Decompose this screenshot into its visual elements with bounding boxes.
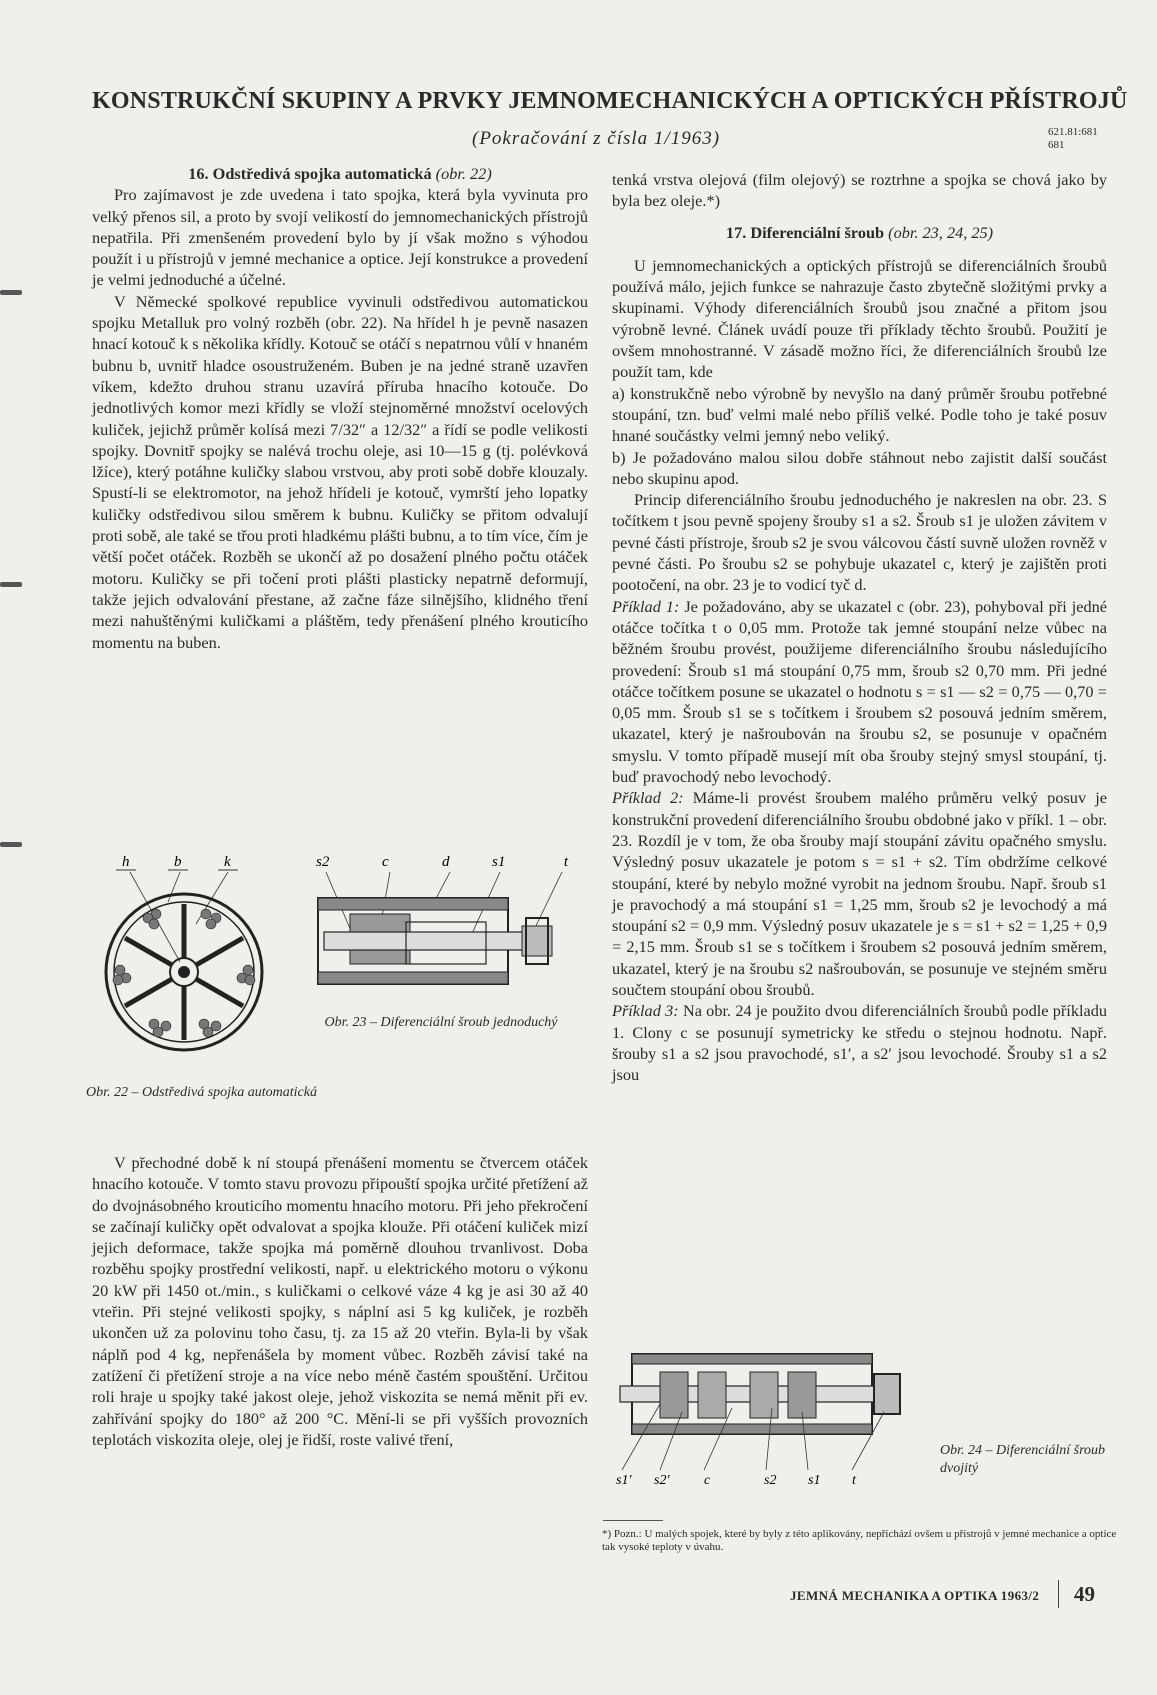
- figure-22-caption: Obr. 22 – Odstředivá spojka automatická: [86, 1085, 317, 1100]
- figure-23-caption: Obr. 23 – Diferenciální šroub jednoduchý: [324, 1015, 558, 1030]
- figure-23-simple-screw: [310, 852, 570, 1012]
- example-2: Příklad 2: Máme-li provést šroubem malého průměru velký posuv je konstrukční provedení diferenciálního šroubu obdobné jako v příkl. 1 – obr. 23. Rozdíl je v tom, že oba šrouby mají stoupání závitu opačného smyslu. Výsledný posuv ukazatele je potom s = s1 + s2. Tím obdržíme celkové stoupání, které by nebylo možné vyrobit na jednom šroubu. Např. šroub s1 je pravochodý a má stoupání s1 = 1,25 mm, šroub s2 je levochodý a má stoupání s2 = 0,9 mm. Výsledný posuv ukazatele je s = s1 + s2 = 1,25 + 0,9 = 2,15 mm. Šroub s1 se s točítkem i šroubem s2 posouvá jedním směrem, ukazatel, který je na šroubu s2 našroubován, se posunuje ve stejném směru součtem stoupání obou šroubů.: [612, 788, 1108, 999]
- svg-text:d: d: [442, 854, 450, 870]
- svg-text:s2′: s2′: [654, 1473, 670, 1488]
- figure-22-clutch: [96, 852, 276, 1072]
- binding-mark: [0, 842, 22, 847]
- paragraph: Princip diferenciálního šroubu jednoduchého je nakreslen na obr. 23. S točítkem t jsou pevně spojeny šrouby s1 a s2. Šroub s1 je uložen závitem v pevné části přístroje, šroub s2 je svou válcovou částí suvně uložen rovněž v pevné části. Po šroubu s2 se pohybuje ukazatel c, který je zajištěn proti pootočení, na obr. 23 je to vodicí tyč d.: [612, 490, 1107, 595]
- list-item-a: a) konstrukčně nebo výrobně by nevyšlo na daný průměr šroubu potřebné stoupání, tzn. buď velmi malé nebo příliš velké. Podle toho je také posuv hnané součástky velmi jemný nebo veliký.: [612, 383, 1107, 446]
- left-column-lower: [92, 1152, 588, 1450]
- paragraph: V Německé spolkové republice vyvinuli odstředivou automatickou spojku Metalluk pro volný rozběh (obr. 22). Na hřídel h je pevně nasazen hnací kotouč k s několika křídly. Kotouč se otáčí s nepatrnou vůlí v hnaném bubnu b, uvnitř hladce osoustruženém. Buben je na jedné straně uzavřen víkem, kdežto druhou stranu uzavírá příruba hnacího kotouče. Do jednotlivých komor mezi křídly se vloží stejnoměrné množství ocelových kuliček, jejichž průměr kolísá mezi 7/32″ a 12/32″ a řídí se podle velikosti spojky. Dovnitř spojky se nalévá trochu oleje, asi 10—15 g (tj. polévková lžíce), který potáhne kuličky slabou vrstvou, aby proti sobě dobře klouzaly. Spustí-li se elektromotor, na jehož hřídeli je kotouč, vymrští jeho lopatky kuličky odstředivou silou směrem k bubnu. Kuličky se přitom odvalují proti sobě, ale také se třou proti hladkému plášti bubnu, a to tím více, čím je větší počet otáček. Rozběh se ukončí až po dosažení plného počtu otáček motoru. Kuličky se při točení proti plášti plasticky nepatrně deformují, takže jejich odvalování přestane, až začne fáze silnějšího, klidného tření mezi nahuštěnými kuličkami a pláštěm, tedy přenášení plného krouticího momentu na buben.: [92, 291, 588, 652]
- paragraph: tenká vrstva olejová (film olejový) se roztrhne a spojka se chová jako by byla bez oleje.*): [612, 170, 1107, 211]
- journal-name: JEMNÁ MECHANIKA A OPTIKA 1963/2: [790, 1588, 1040, 1603]
- svg-text:c: c: [704, 1473, 711, 1488]
- svg-text:t: t: [852, 1473, 856, 1488]
- svg-text:k: k: [224, 854, 231, 870]
- paragraph: U jemnomechanických a optických přístrojů se diferenciálních šroubů používá málo, jejich funkce se nahrazuje často zbytečně složitými prvky a skupinami. Výhody diferenciálních šroubů jsou značné a přitom jsou výrobně levné. Článek uvádí pouze tři příklady těchto šroubů. Použití je ovšem mnohostranné. V zásadě možno říci, že diferenciálních šroubů lze použít tam, kde: [612, 255, 1107, 382]
- svg-text:c: c: [382, 854, 389, 870]
- paragraph: V přechodné době k ní stoupá přenášení momentu se čtvercem otáček hnacího kotouče. V tomto stavu provozu připouští spojka určité přetížení až do dvojnásobného krouticího momentu hnacího motoru. Při jeho překročení se začínají kuličky opět odvalovat a spojka klouže. Při otáčení kuliček mizí jejich deformace, takže spojka má poměrně dlouhou trvanlivost. Doba rozběhu spojky prostřední velikosti, např. u elektrického motoru o výkonu 20 kW při 1450 ot./min., s kuličkami o celkové váze 4 kg je asi 30 až 40 vteřin. Při stejné velikosti spojky, s náplní asi 5 kg kuliček, je rozběh ukončen už za polovinu toho času, tj. za 15 až 20 vteřin. Byla-li by však náplň pod 4 kg, nepřenášela by moment vůbec. Rozběh závisí také na zatížení či přetížení stroje a na více nebo méně častém spouštění. Určitou roli hraje u spojky také jakost oleje, jehož viskozita se nemá měnit při ev. zahřívání spojky do 180° až 200 °C. Mění-li se při vyšších provozních teplotách viskozita oleje, olej je řidší, roste valivé tření,: [92, 1153, 588, 1449]
- continuation-note: (Pokračování z čísla 1/1963): [472, 128, 721, 149]
- paragraph: Pro zajímavost je zde uvedena i tato spojka, která byla vyvinuta pro velký přenos sil, a proto by svojí velikostí do jemnomechanických přístrojů nepatřila. Při zmenšeném provedení bylo by jí však možno s výhodou použít i u přístrojů v jemné mechanice a optice. Její konstrukce a provedení je velmi jednoduché a účelné.: [92, 185, 588, 290]
- divider: [1058, 1580, 1059, 1608]
- footnote: *) Pozn.: U malých spojek, které by byly z této aplikovány, nepřichází ovšem u přístrojů v jemné mechanice a optice tak vysoké teploty v úvahu.: [602, 1528, 1117, 1553]
- figure-24-caption: Obr. 24 – Diferenciální šroub dvojitý: [940, 1443, 1106, 1476]
- binding-mark: [0, 290, 22, 295]
- section-heading-17: 17. Diferenciální šroub (obr. 23, 24, 25): [725, 222, 994, 242]
- svg-text:h: h: [122, 854, 130, 870]
- figure-24-double-screw: [612, 1342, 912, 1488]
- example-1: Příklad 1: Je požadováno, aby se ukazatel c (obr. 23), pohyboval při jedné otáčce točítka t o 0,05 mm. Protože tak jemné stoupání nelze vůbec na běžném šroubu provést, použijeme diferenciálního šroubu následujícího provedení: Šroub s1 má stoupání 0,75 mm, šroub s2 0,70 mm. Při jedné otáčce točítkem posune se ukazatel o hodnotu s = s1 — s2 = 0,75 — 0,70 = 0,05 mm. Šroub s1 se s točítkem i šroubem s2 posouvá jedním směrem, ukazatel, který je našroubován na šroubu s2, se posunuje v opačném smyslu. V tomto případě musejí mít oba šrouby stejný smysl stoupání, tj. buď pravochodý nebo levochodý.: [612, 596, 1107, 787]
- right-column: [612, 169, 1107, 1085]
- svg-text:b: b: [174, 854, 182, 870]
- svg-text:s1′: s1′: [616, 1473, 632, 1488]
- udc-code: 621.81:681 681: [1048, 126, 1098, 151]
- example-3: Příklad 3: Na obr. 24 je použito dvou diferenciálních šroubů podle příkladu 1. Clony c se posunují symetricky ke středu o stejnou hodnotu. Např. šrouby s1 a s2 jsou pravochodé, s1′, a s2′ jsou levochodé. Šrouby s1 a s2 jsou: [612, 1001, 1107, 1085]
- section-heading-16: 16. Odstředivá spojka automatická (obr. 22): [188, 164, 492, 183]
- svg-text:s1: s1: [492, 854, 506, 870]
- binding-mark: [0, 582, 22, 587]
- svg-text:s1: s1: [808, 1473, 821, 1488]
- article-title: KONSTRUKČNÍ SKUPINY A PRVKY JEMNOMECHANICKÝCH A OPTICKÝCH PŘÍSTROJŮ: [92, 88, 1128, 114]
- footnote-rule: [603, 1520, 663, 1521]
- list-item-b: b) Je požadováno malou silou dobře stáhnout nebo zajistit další součást nebo skupinu apod.: [612, 447, 1107, 488]
- svg-text:s2: s2: [316, 854, 330, 870]
- left-column-upper: [92, 163, 588, 653]
- page-number: 49: [1074, 1582, 1095, 1606]
- svg-text:s2: s2: [764, 1473, 777, 1488]
- svg-text:t: t: [563, 854, 568, 870]
